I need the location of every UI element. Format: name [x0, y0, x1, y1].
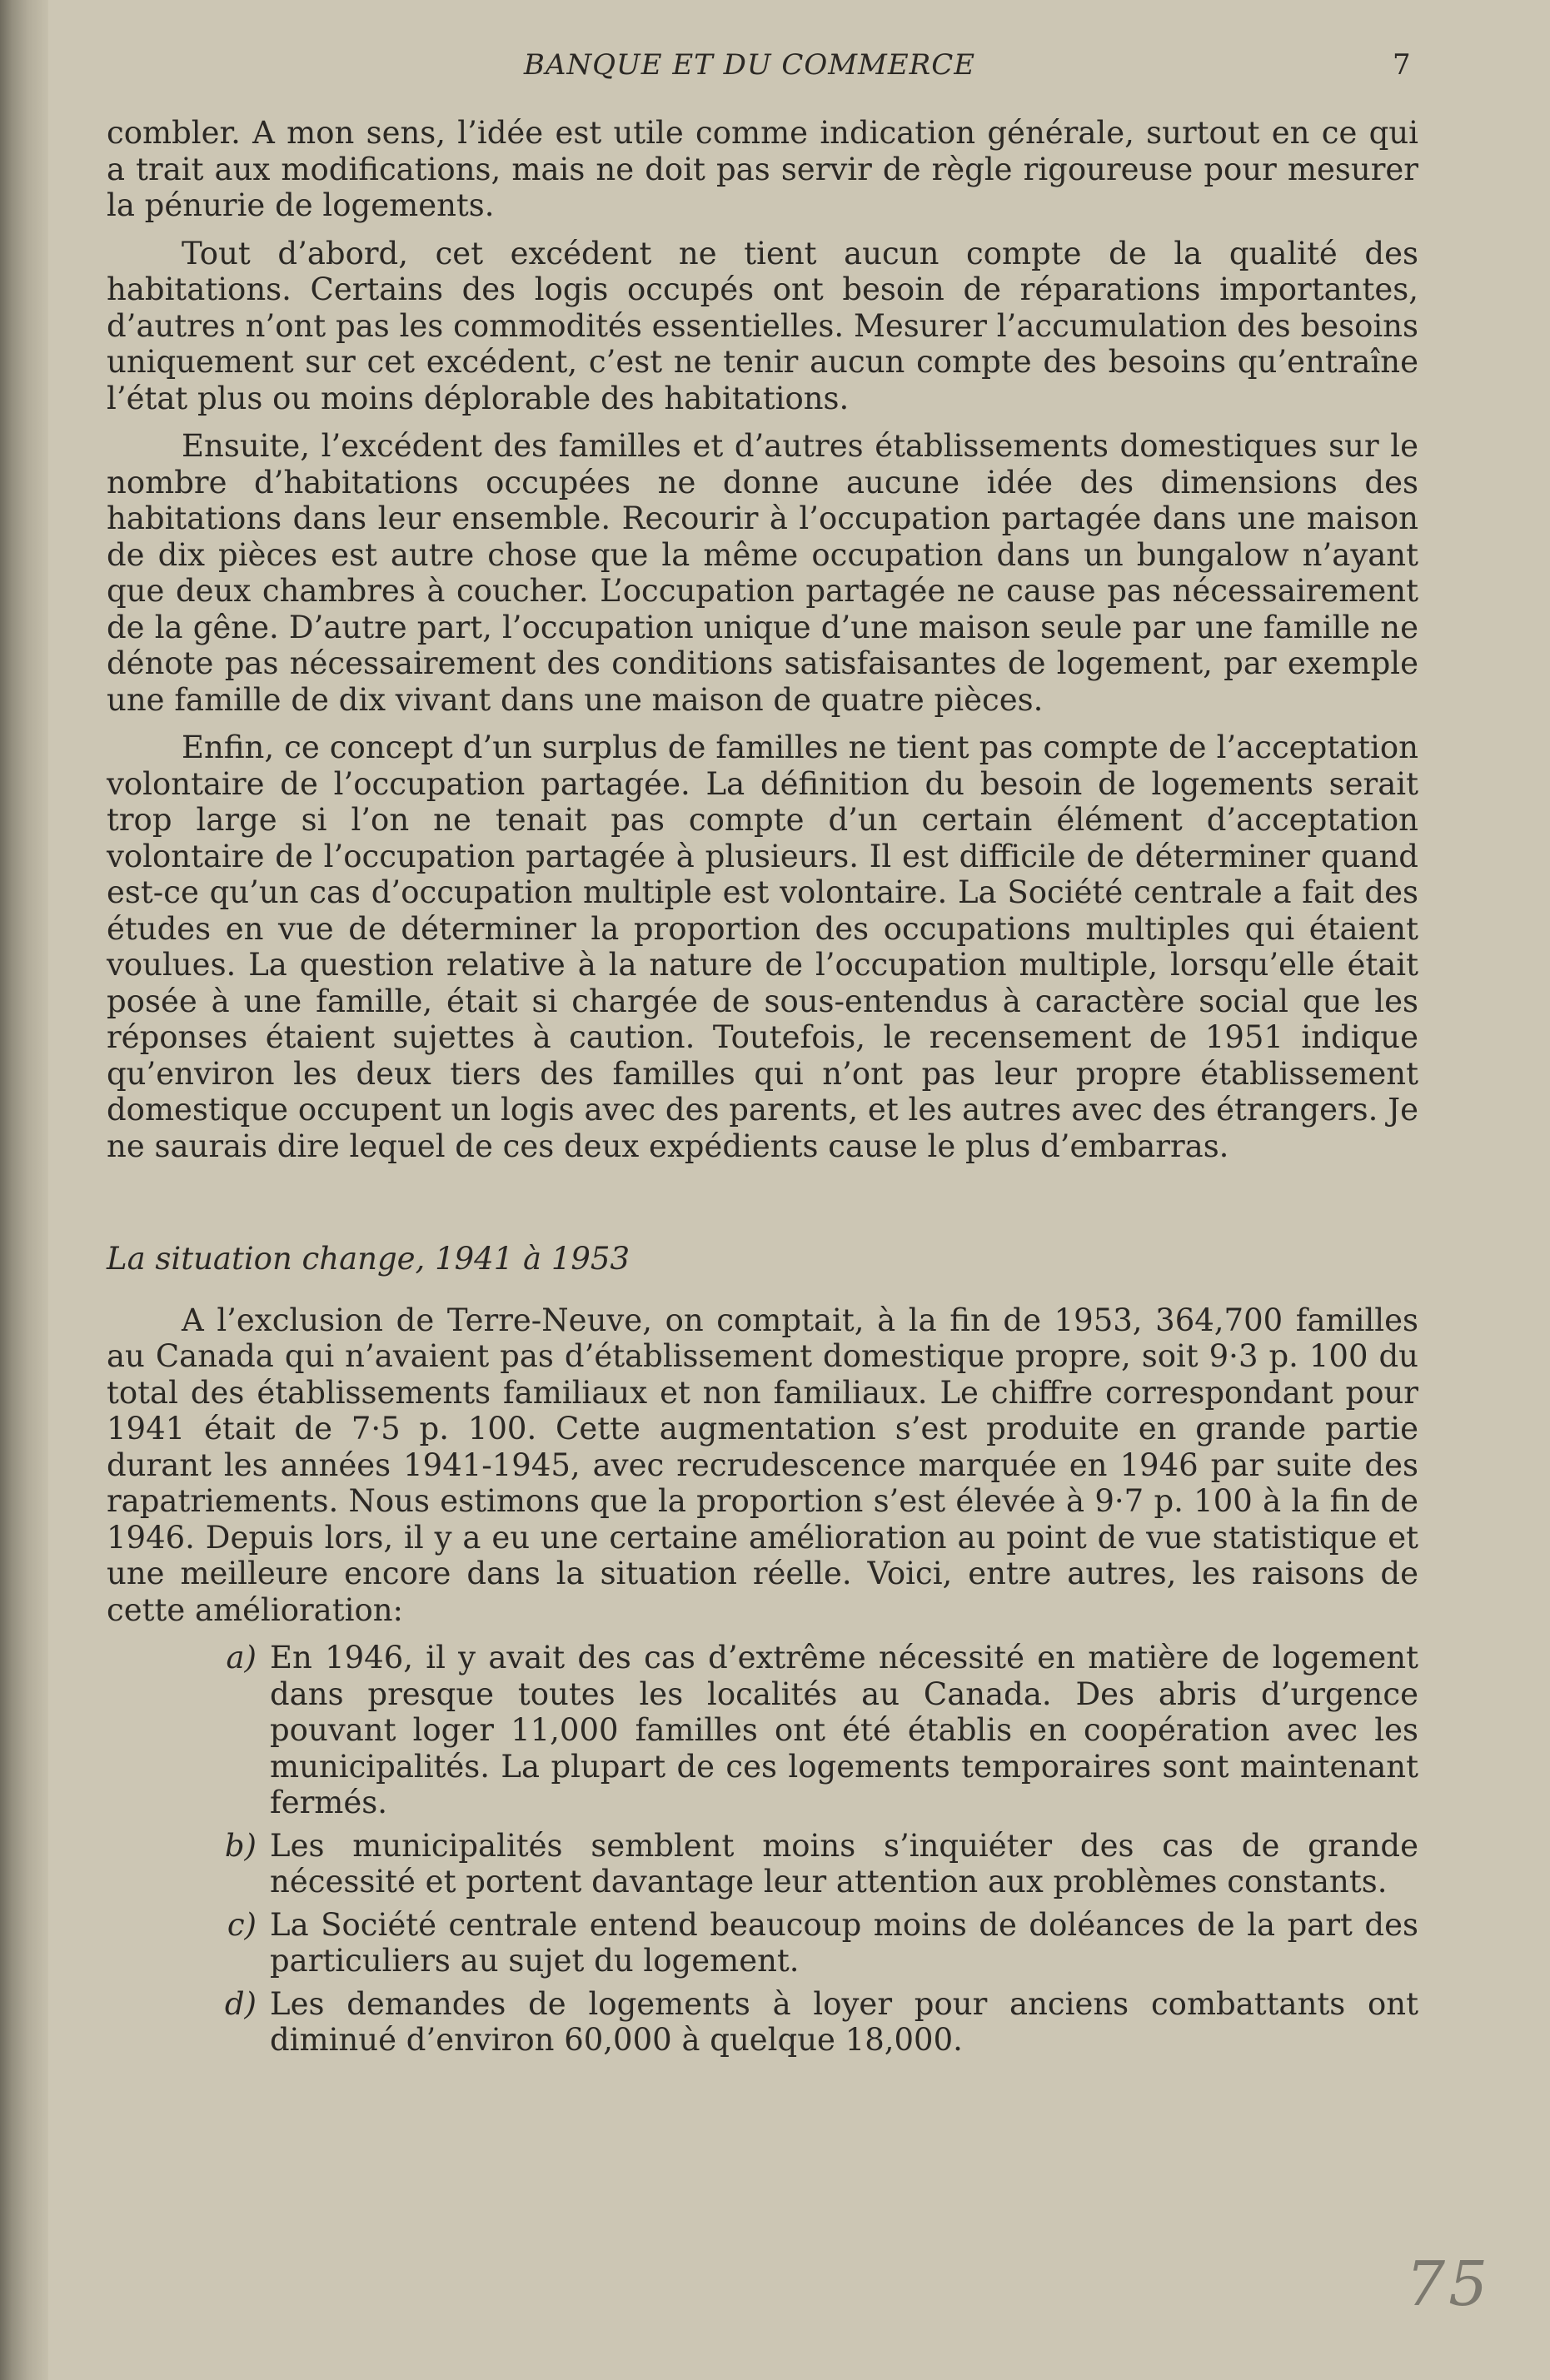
list-item-text: Les municipalités semblent moins s’inquiéter des cas de grande nécessité et portent davantage leur attention aux problèmes constants.: [270, 1827, 1418, 1900]
paragraph: Enfin, ce concept d’un surplus de familles ne tient pas compte de l’acceptation volontaire de l’occupation partagée. La définition du besoin de logements serait trop large si l’on ne tenait pas compte d’un certain élément d’acceptation volontaire de l’occupation partagée à plusieurs. Il est difficile de déterminer quand est-ce qu’un cas d’occupation multiple est volontaire. La Société centrale a fait des études en vue de déterminer la proportion des occupations multiples qui étaient voulues. La question relative à la nature de l’occupation multiple, lorsqu’elle était posée à une famille, était si chargée de sous-entendus à caractère social que les réponses étaient sujettes à caution. Toutefois, le recensement de 1951 indique qu’environ les deux tiers des familles qui n’ont pas leur propre établissement domestique occupent un logis avec des parents, et les autres avec des étrangers. Je ne saurais dire lequel de ces deux expédients cause le plus d’embarras.: [107, 729, 1418, 1164]
list-item: [107, 1907, 1418, 1979]
paragraph: A l’exclusion de Terre-Neuve, on comptait, à la fin de 1953, 364,700 familles au Canada qui n’avaient pas d’établissement domestique propre, soit 9·3 p. 100 du total des établissements familiaux et non familiaux. Le chiffre correspondant pour 1941 était de 7·5 p. 100. Cette augmentation s’est produite en grande partie durant les années 1941-1945, avec recrudescence marquée en 1946 par suite des rapatriements. Nous estimons que la proportion s’est élevée à 9·7 p. 100 à la fin de 1946. Depuis lors, il y a eu une certaine amélioration au point de vue statistique et une meilleure encore dans la situation réelle. Voici, entre autres, les raisons de cette amélioration:: [107, 1302, 1418, 1628]
reasons-list: [107, 1640, 1418, 2059]
paragraph: Ensuite, l’excédent des familles et d’autres établissements domestiques sur le nombre d’habitations occupées ne donne aucune idée des dimensions des habitations dans leur ensemble. Recourir à l’occupation partagée dans une maison de dix pièces est autre chose que la même occupation dans un bungalow n’ayant que deux chambres à coucher. L’occupation partagée ne cause pas nécessairement de la gêne. D’autre part, l’occupation unique d’une maison seule par une famille ne dénote pas nécessairement des conditions satisfaisantes de logement, par exemple une famille de dix vivant dans une maison de quatre pièces.: [107, 428, 1418, 718]
running-header: BANQUE ET DU COMMERCE: [523, 48, 976, 82]
list-item: [107, 1640, 1418, 1821]
body-text: [107, 115, 1418, 2059]
list-item: [107, 1986, 1418, 2059]
book-binding-shadow: [0, 0, 48, 2380]
list-marker: a): [226, 1640, 257, 1675]
list-item-text: Les demandes de logements à loyer pour anciens combattants ont diminué d’environ 60,000 à quelque 18,000.: [270, 1985, 1418, 2058]
paragraph: Tout d’abord, cet excédent ne tient aucun compte de la qualité des habitations. Certains des logis occupés ont besoin de réparations importantes, d’autres n’ont pas les commodités essentielles. Mesurer l’accumulation des besoins uniquement sur cet excédent, c’est ne tenir aucun compte des besoins qu’entraîne l’état plus ou moins déplorable des habitations.: [107, 235, 1418, 416]
list-item: [107, 1828, 1418, 1900]
list-marker: d): [224, 1985, 257, 2022]
section-heading: La situation change, 1941 à 1953: [107, 1241, 630, 1277]
list-marker: b): [224, 1827, 257, 1864]
list-item-text: La Société centrale entend beaucoup moins de doléances de la part des particuliers au sujet du logement.: [270, 1906, 1418, 1979]
page-number: 7: [1393, 48, 1411, 82]
paragraph: combler. A mon sens, l’idée est utile comme indication générale, surtout en ce qui a trait aux modifications, mais ne doit pas servir de règle rigoureuse pour mesurer la pénurie de logements.: [107, 115, 1418, 223]
list-marker: c): [227, 1906, 257, 1943]
list-item-text: En 1946, il y avait des cas d’extrême nécessité en matière de logement dans presque toutes les localités au Canada. Des abris d’urgence pouvant loger 11,000 familles ont été établis en coopération avec les municipalités. La plupart de ces logements temporaires sont maintenant fermés.: [270, 1640, 1418, 1820]
archive-stamp-number: 75: [1406, 2248, 1492, 2320]
